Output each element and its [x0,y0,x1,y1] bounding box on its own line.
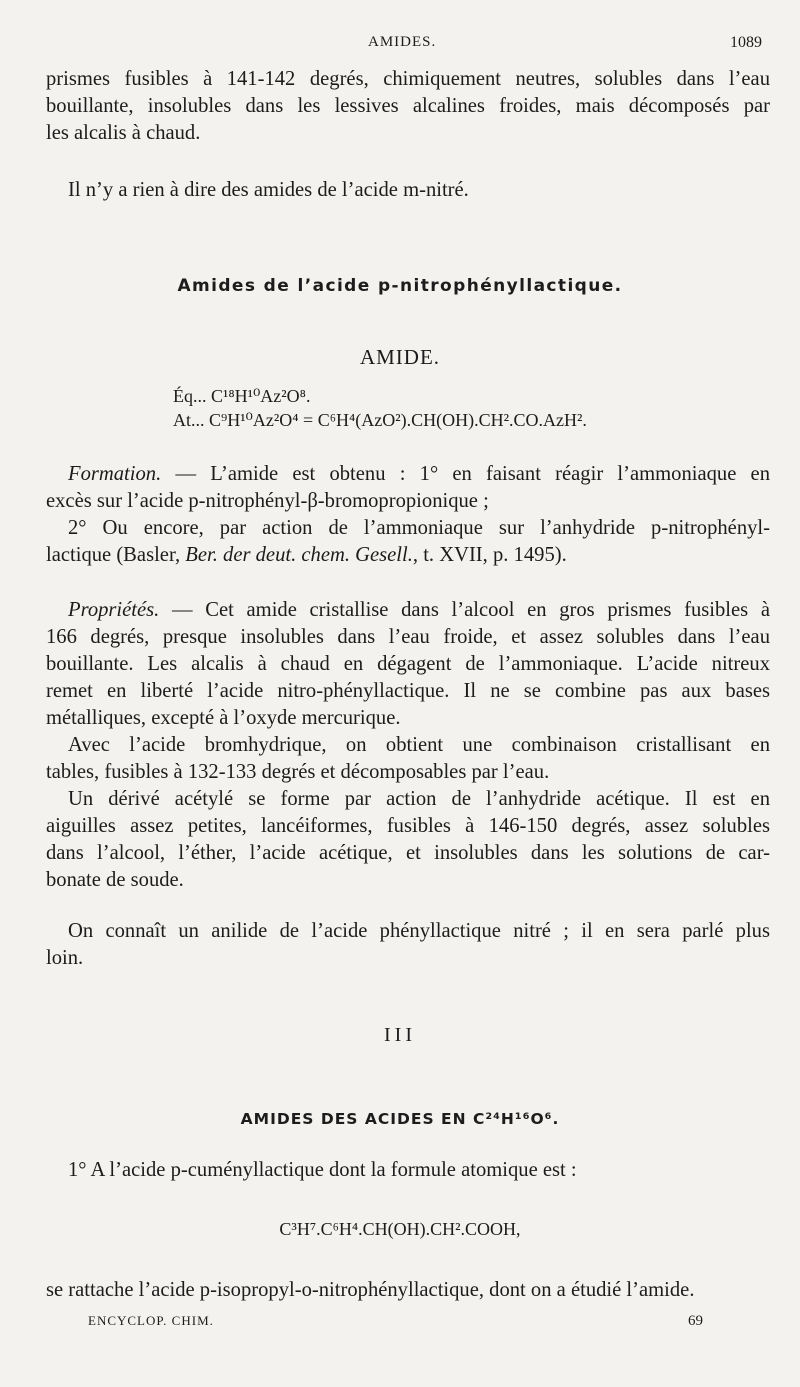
paragraph-cumenyl [46,1157,770,1184]
paragraph-continuation [46,66,770,147]
text-line: loin. [46,947,84,969]
text-line: bouillante. Les alcalis à chaud en dégagent de l’ammoniaque. L’acide nitreux [46,653,770,675]
page-number: 1089 [730,34,762,51]
text-line: aiguilles assez petites, lancéiformes, fusibles à 146-150 degrés, assez solubles [46,815,770,837]
text-line: excès sur l’acide p-nitrophényl-β-bromopropionique ; [46,490,489,512]
paragraph-m-nitre [46,177,770,204]
formation-text: — L’amide est obtenu : 1° en faisant réagir l’ammoniaque en [161,463,770,485]
citation-prefix: lactique (Basler, [46,544,186,566]
footer-sheet-number: 69 [688,1313,703,1329]
text-line [46,542,770,569]
formula-eq [173,384,587,408]
footer-signature: ENCYCLOP. CHIM. [88,1313,214,1328]
text-line: métalliques, excepté à l’oxyde mercurique. [46,707,401,729]
formula-at-value: C⁹H¹⁰Az²O⁴ = C⁶H⁴(AzO²).CH(OH).CH².CO.AzH². [209,410,587,430]
text-line: bonate de soude. [46,869,184,891]
text-line: Il n’y a rien à dire des amides de l’acide m-nitré. [68,179,469,201]
text-line: remet en liberté l’acide nitro-phényllactique. Il ne se combine pas aux bases [46,680,770,702]
formula-at-label: At... [173,410,205,430]
paragraph-last [46,1277,770,1304]
text-line: prismes fusibles à 141-142 degrés, chimiquement neutres, solubles dans l’eau [46,68,770,90]
section-number: III [384,1024,416,1046]
section-heading: Amides de l’acide p-nitrophényllactique. [177,276,623,296]
formula-at [173,408,587,432]
text-line: tables, fusibles à 132-133 degrés et décomposables par l’eau. [46,761,550,783]
text-line: les alcalis à chaud. [46,122,201,144]
text-line [46,597,770,624]
proprietes-text: — Cet amide cristallise dans l’alcool en gros prismes fusibles à [159,599,770,621]
citation-journal: Ber. der deut. chem. Gesell. [185,544,413,566]
formula-eq-label: Éq... [173,386,207,406]
text-line: Un dérivé acétylé se forme par action de l’anhydride acétique. Il est en [68,788,770,810]
text-line: 166 degrés, presque insolubles dans l’eau froide, et assez solubles dans l’eau [46,626,770,648]
text-line: 2° Ou encore, par action de l’ammoniaque sur l’anhydride p-nitrophényl- [68,517,770,539]
proprietes-label: Propriétés. [68,599,160,621]
text-line: On connaît un anilide de l’acide phényllactique nitré ; il en sera parlé plus [68,920,770,942]
subsection-heading: AMIDE. [359,345,441,369]
paragraph-proprietes [46,597,770,894]
text-line: Avec l’acide bromhydrique, on obtient une combinaison cristallisant en [68,734,770,756]
formula-block [173,384,587,432]
text-line: dans l’alcool, l’éther, l’acide acétique, et insolubles dans les solutions de car- [46,842,770,864]
text-line [46,461,770,488]
paragraph-anilide [46,918,770,972]
running-header-title: AMIDES. [368,34,437,50]
text-line: 1° A l’acide p-cuményllactique dont la formule atomique est : [68,1159,577,1181]
text-line: se rattache l’acide p-isopropyl-o-nitrophényllactique, dont on a étudié l’amide. [46,1279,695,1301]
paragraph-formation [46,461,770,569]
formation-label: Formation. [68,463,162,485]
formula-cumenyl: C³H⁷.C⁶H⁴.CH(OH).CH².COOH, [279,1219,521,1239]
text-line: bouillante, insolubles dans les lessives alcalines froides, mais décomposés par [46,95,770,117]
section-heading-acides: AMIDES DES ACIDES EN C²⁴H¹⁶O⁶. [240,1110,560,1128]
formula-eq-value: C¹⁸H¹⁰Az²O⁸. [211,386,311,406]
citation-ref: , t. XVII, p. 1495). [412,544,567,566]
